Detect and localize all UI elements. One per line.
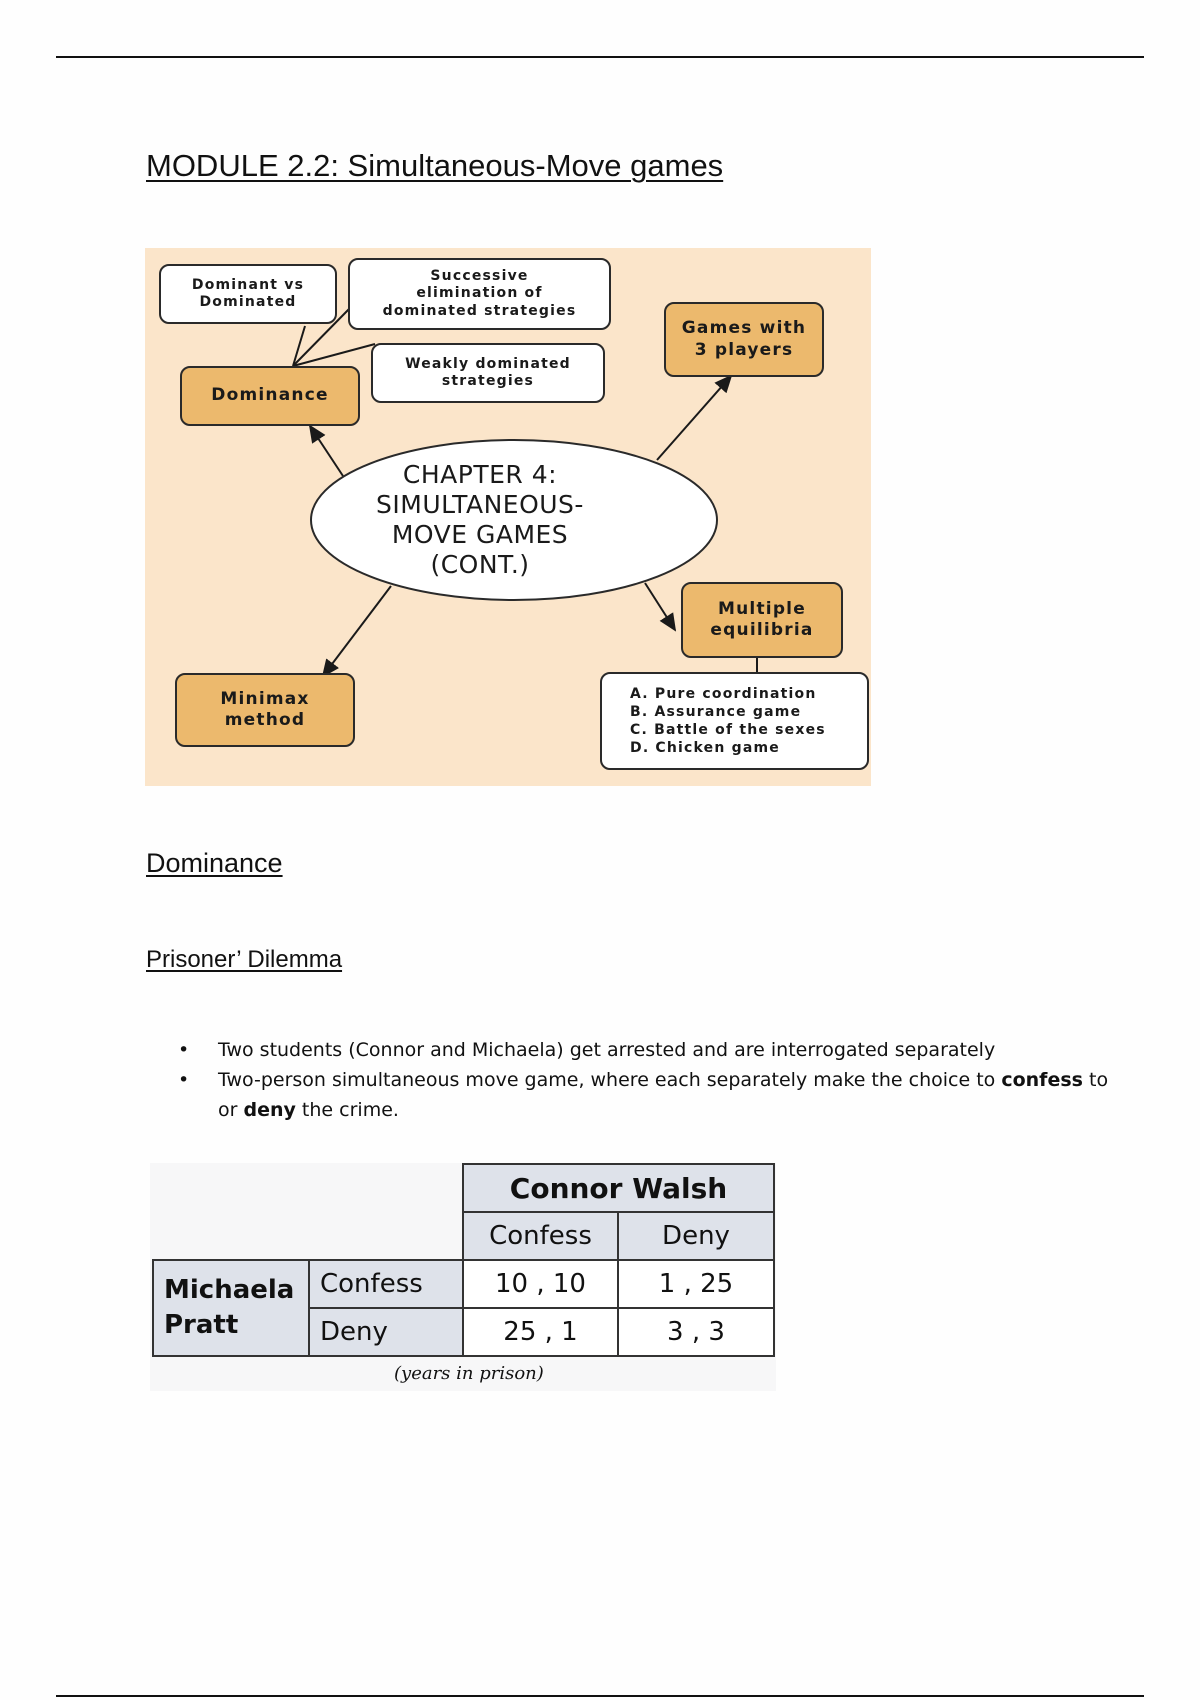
list-item: • Two students (Connor and Michaela) get arrested and are interrogated separately	[218, 1035, 1118, 1065]
column-header-confess: Confess	[462, 1211, 619, 1261]
chapter-title: CHAPTER 4: SIMULTANEOUS- MOVE GAMES (CONT.)	[376, 460, 584, 579]
top-rule	[56, 56, 1144, 58]
payoff-cell-deny-confess: 25 , 1	[462, 1307, 619, 1357]
row-header-confess: Confess	[308, 1259, 464, 1309]
bottom-rule	[56, 1695, 1144, 1697]
payoff-cell-confess-confess: 10 , 10	[462, 1259, 619, 1309]
subsection-heading: Prisoner’ Dilemma	[146, 946, 343, 973]
minimax-box: Minimax method	[175, 673, 355, 747]
coordination-games-list: A. Pure coordination B. Assurance game C. Battle of the sexes D. Chicken game	[600, 672, 869, 770]
arrow-to-minimax	[323, 586, 391, 676]
dominance-box: Dominance	[180, 366, 360, 426]
column-player-header: Connor Walsh	[462, 1163, 775, 1213]
bullet-icon: •	[178, 1069, 190, 1091]
column-header-deny: Deny	[617, 1211, 775, 1261]
arrow-to-multiple	[645, 583, 675, 630]
connector-weakly	[293, 344, 375, 366]
page-title: MODULE 2.2: Simultaneous-Move games	[146, 148, 724, 183]
three-players-box: Games with 3 players	[664, 302, 824, 377]
payoff-cell-deny-deny: 3 , 3	[617, 1307, 775, 1357]
section-heading: Dominance	[146, 848, 283, 878]
concept-map	[145, 248, 871, 786]
payoff-cell-confess-deny: 1 , 25	[617, 1259, 775, 1309]
bullet-icon: •	[178, 1039, 190, 1061]
payoff-caption: (years in prison)	[394, 1363, 544, 1384]
weakly-dominated-box: Weakly dominated strategies	[371, 343, 605, 403]
list-item: • Two-person simultaneous move game, where each separately make the choice to confess to or deny the crime.	[218, 1065, 1118, 1125]
successive-elimination-box: Successive elimination of dominated strategies	[348, 258, 611, 330]
row-player-header: Michaela Pratt	[152, 1259, 310, 1357]
payoff-table	[150, 1163, 776, 1391]
dominant-vs-dominated-box: Dominant vs Dominated	[159, 264, 337, 324]
bullet-list	[146, 1035, 1118, 1125]
multiple-equilibria-box: Multiple equilibria	[681, 582, 843, 658]
arrow-to-three-players	[657, 376, 731, 460]
row-header-deny: Deny	[308, 1307, 464, 1357]
